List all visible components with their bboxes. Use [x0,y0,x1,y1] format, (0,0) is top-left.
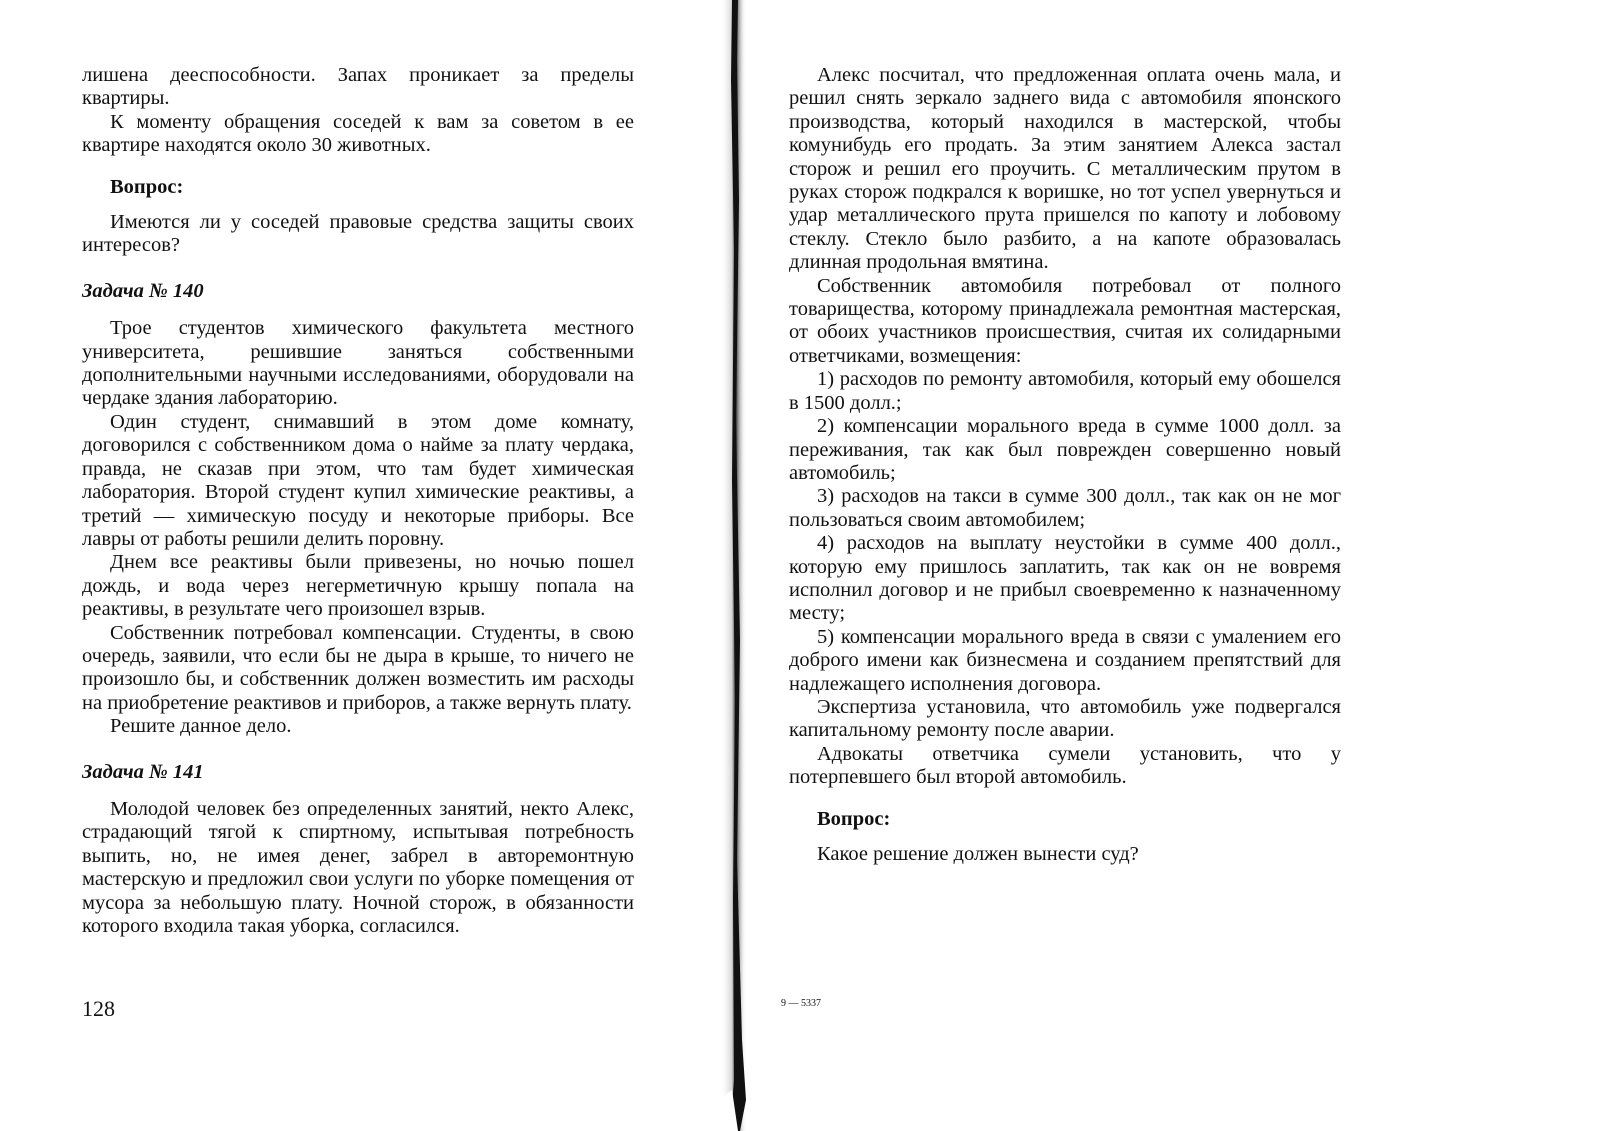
paragraph: Адвокаты ответчика сумели установить, что у потерпевшего был второй автомобиль. [789,742,1341,789]
paragraph: Молодой человек без определенных занятий, некто Алекс, страдающий тягой к спиртному, испытывая потребность выпить, но, не имея денег, забрел в авторемонтную мастерскую и предложил свои услуги по уборке помещения от мусора за небольшую плату. Ночной сторож, в обязанности которого входила такая уборка, согласился. [82,797,634,937]
paragraph: Алекс посчитал, что предложенная оплата очень мала, и решил снять зеркало заднего вида с автомобиля японского производства, который находился в мастерской, чтобы комунибудь его продать. За этим занятием Алекса застал сторож и решил его проучить. С металлическим прутом в руках сторож подкрался к воришке, но тот успел увернуться и удар металлического прута пришелся по капоту и лобовому стеклу. Стекло было разбито, а на капоте образовалась длинная продольная вмятина. [789,64,1341,274]
list-item: 3) расходов на такси в сумме 300 долл., так как он не мог пользоваться своим автомобилем; [789,485,1341,531]
paragraph: Собственник потребовал компенсации. Студенты, в свою очередь, заявили, что если бы не дыра в крыше, то ничего не произошло бы, и собственник должен возместить им расходы на приобретение реактивов и приборов, а также вернуть плату. [82,621,634,714]
left-page [0,0,735,1131]
task-141-heading: Задача № 141 [82,760,204,783]
right-page [735,0,1600,1131]
paragraph: Собственник автомобиля потребовал от полного товарищества, которому принадлежала ремонтная мастерская, от обоих участников происшествия, считая их солидарными ответчиками, возмещения: [789,274,1341,367]
paragraph: Экспертиза установила, что автомобиль уже подвергался капитальному ремонту после аварии. [789,695,1341,742]
question-heading: Вопрос: [110,175,184,198]
right-text-column [789,64,1341,866]
list-item: 1) расходов по ремонту автомобиля, который ему обошелся в 1500 долл.; [789,368,1341,414]
question-text: Имеются ли у соседей правовые средства защиты своих интересов? [82,211,634,257]
list-item: 2) компенсации морального вреда в сумме 1000 долл. за переживания, так как был поврежден совершенно новый автомобиль; [789,415,1341,484]
signature-mark: 9 — 5337 [781,998,821,1009]
paragraph: Трое студентов химического факультета местного университета, решившие заняться собственными дополнительными научными исследованиями, оборудовали на чердаке здания лабораторию. [82,317,634,410]
page-number: 128 [82,996,115,1021]
list-item: 4) расходов на выплату неустойки в сумме 400 долл., которую ему пришлось заплатить, так как он не вовремя исполнил договор и не прибыл своевременно к назначенному месту; [789,532,1341,625]
paragraph: Решите данное дело. [110,715,292,738]
left-text-column [82,64,634,938]
question-text: Какое решение должен вынести суд? [817,843,1139,865]
list-item: 5) компенсации морального вреда в связи с умалением его доброго имени как бизнесмена и созданием препятствий для надлежащего исполнения договора. [789,625,1341,695]
paragraph: Один студент, снимавший в этом доме комнату, договорился с собственником дома о найме за плату чердака, правда, не сказав при этом, что там будет химическая лаборатория. Второй студент купил химические реактивы, а третий — химическую посуду и некоторые приборы. Все лавры от работы решили делить поровну. [82,410,634,550]
paragraph: К моменту обращения соседей к вам за советом в ее квартире находятся около 30 животных. [82,110,634,157]
paragraph: Днем все реактивы были привезены, но ночью пошел дождь, и вода через негерметичную крышу попала на реактивы, в результате чего произошел взрыв. [82,551,634,621]
paragraph: лишена дееспособности. Запах проникает за пределы квартиры. [82,64,634,110]
question-heading: Вопрос: [817,807,891,830]
task-140-heading: Задача № 140 [82,279,204,302]
